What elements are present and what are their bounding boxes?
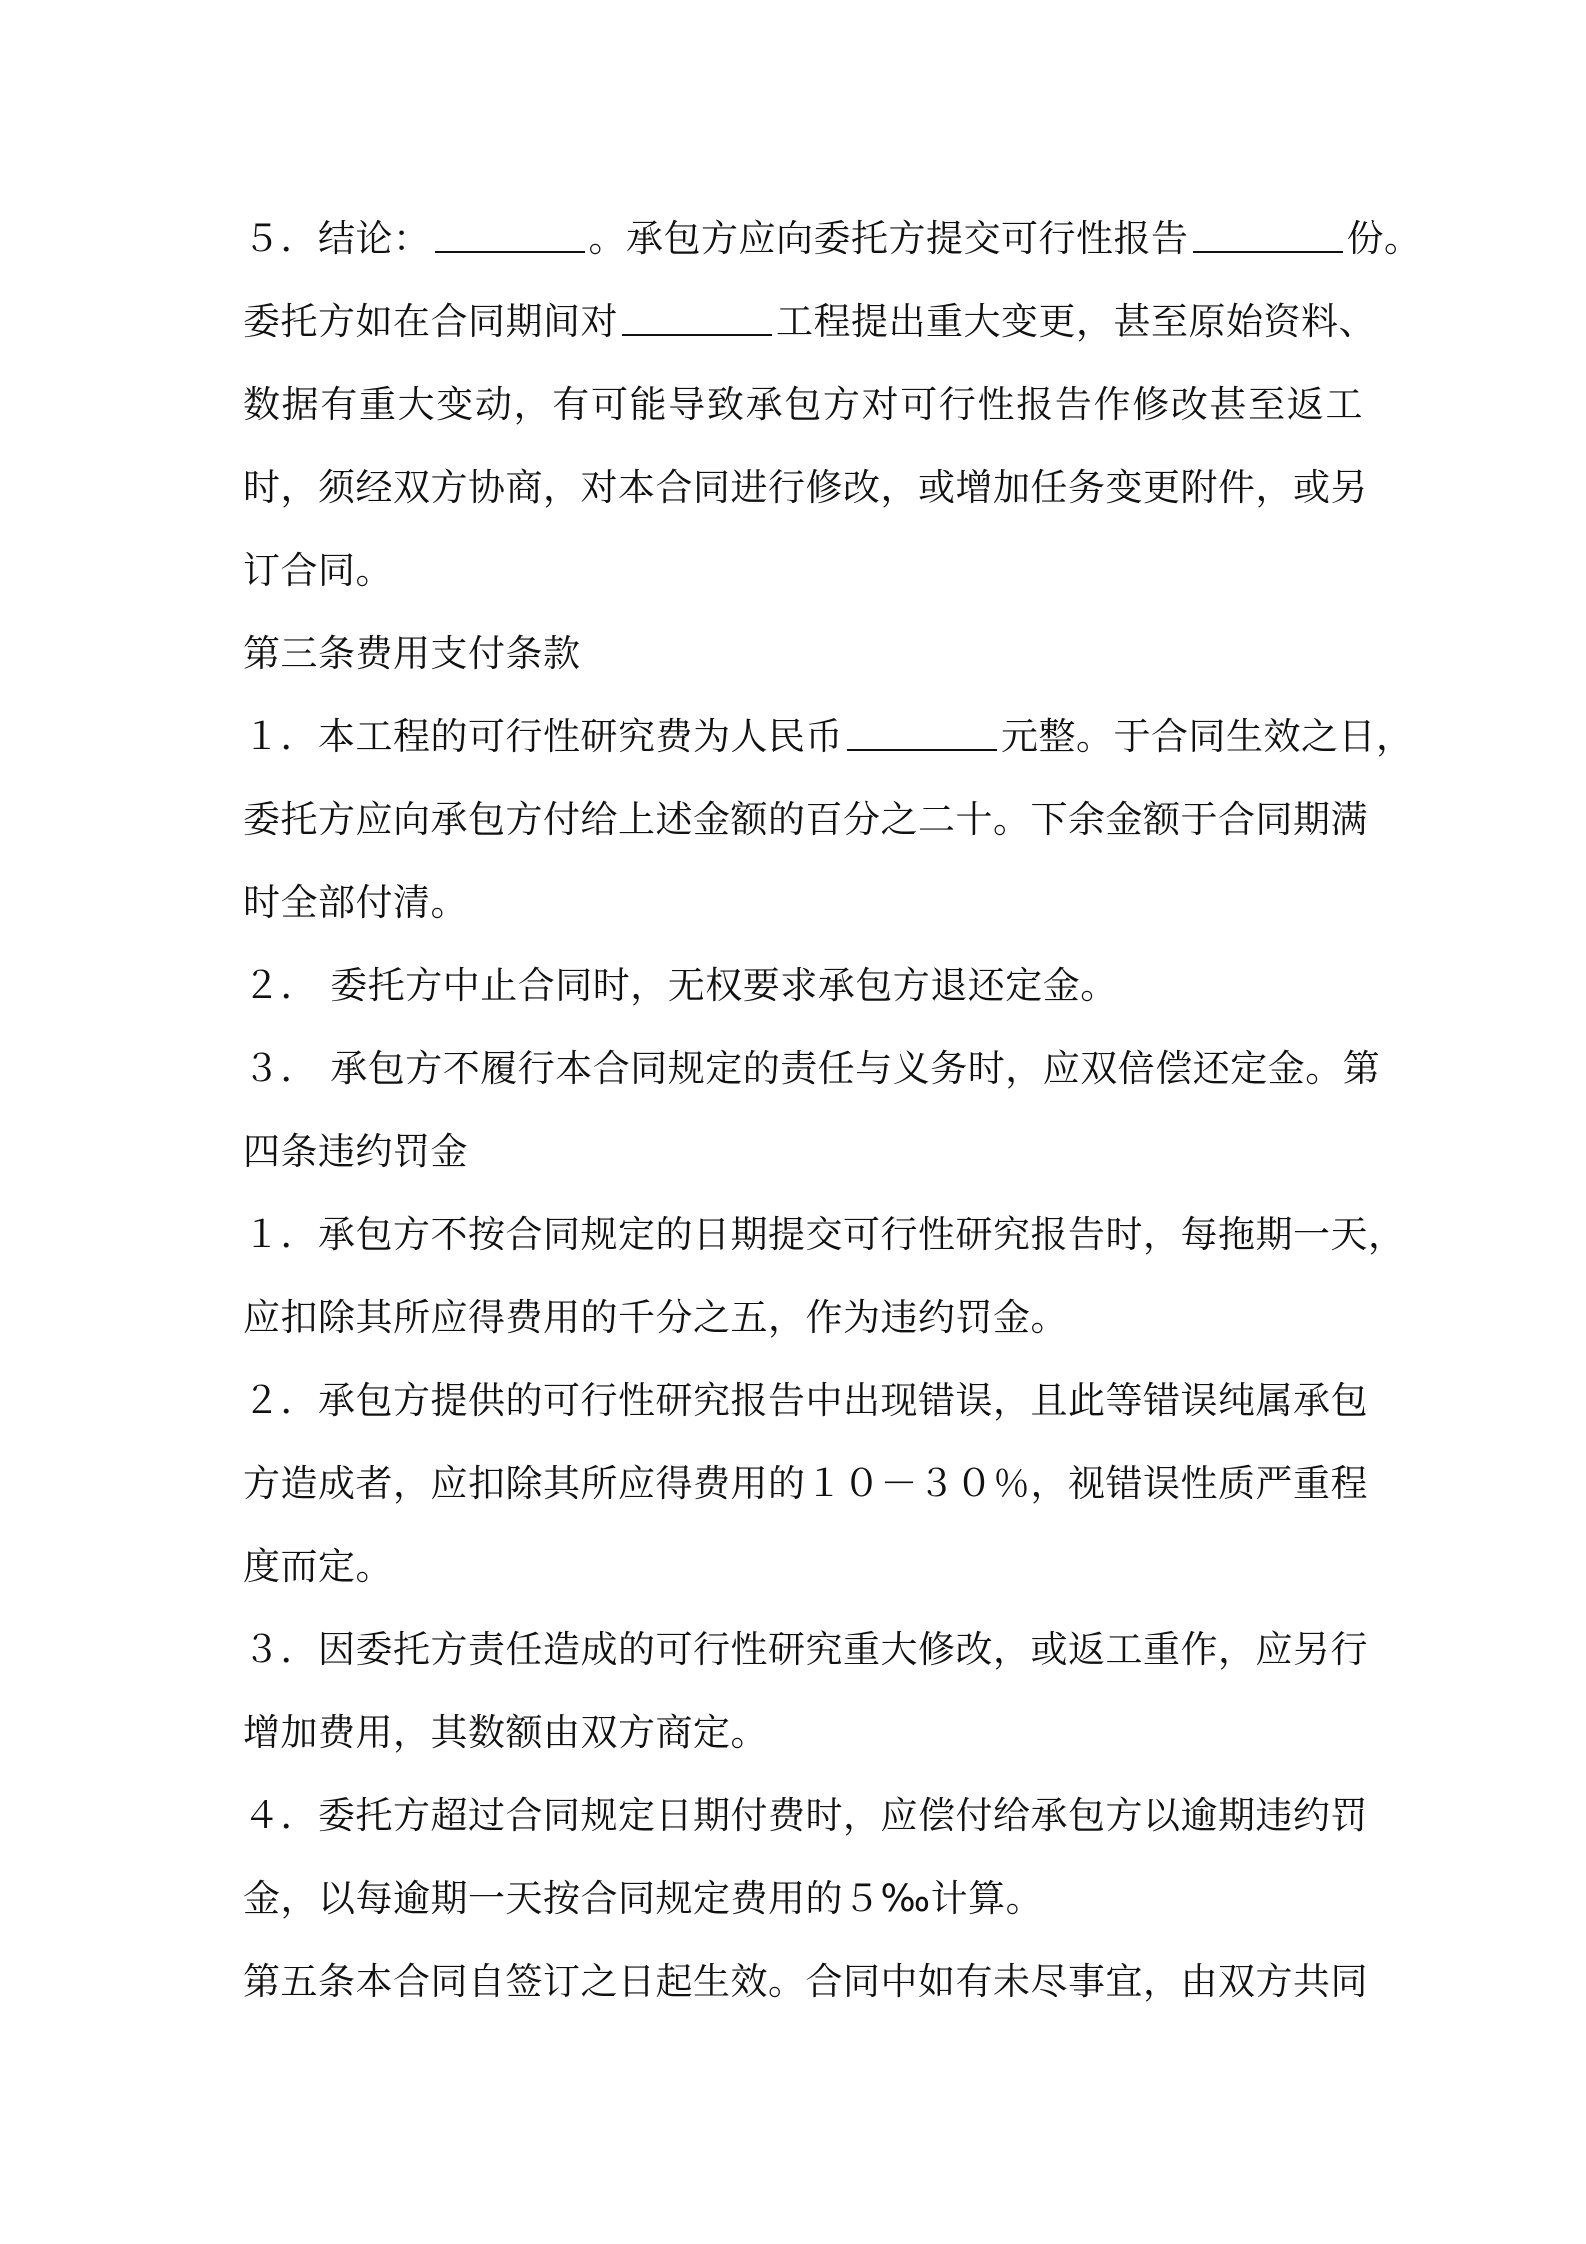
- text-line-14: [243, 1276, 1363, 1359]
- text-line-5: [243, 529, 1363, 612]
- text-segment: 委托方如在合同期间对: [243, 300, 618, 343]
- text-segment: 时，须经双方协商，对本合同进行修改，或增加任务变更附件，或另: [243, 466, 1368, 509]
- text-segment: 元整。于合同生效之日，: [1001, 715, 1414, 758]
- text-segment: 数据有重大变动，有可能导致承包方对可行性报告作修改甚至返工: [243, 383, 1363, 426]
- text-line-13: [243, 1193, 1406, 1276]
- text-line-8: [243, 778, 1368, 861]
- section-heading-article-4: [243, 1110, 1363, 1193]
- text-segment: 增加费用，其数额由双方商定。: [243, 1711, 768, 1754]
- text-segment: ５．结论：: [243, 217, 431, 260]
- text-segment: ４．委托方超过合同规定日期付费时，应偿付给承包方以逾期违约罚: [243, 1794, 1368, 1837]
- text-line-10: [243, 944, 1363, 1027]
- text-segment: 第五条本合同自签订之日起生效。合同中如有未尽事宜，由双方共同: [243, 1960, 1368, 2003]
- text-segment: 应扣除其所应得费用的千分之五，作为违约罚金。: [243, 1296, 1068, 1339]
- text-segment: ２． 委托方中止合同时，无权要求承包方退还定金。: [243, 964, 1118, 1007]
- text-segment: 第三条费用支付条款: [243, 632, 581, 675]
- text-line-2: [243, 280, 1376, 363]
- text-segment: 订合同。: [243, 549, 393, 592]
- text-segment: ３． 承包方不履行本合同规定的责任与义务时，应双倍偿还定金。第: [243, 1047, 1381, 1090]
- section-heading-article-3: [243, 612, 1363, 695]
- text-segment: 委托方应向承包方付给上述金额的百分之二十。下余金额于合同期满: [243, 798, 1368, 841]
- text-line-4: [243, 446, 1368, 529]
- contract-page: [243, 197, 1422, 2023]
- text-line-21: [243, 1857, 1363, 1940]
- text-segment: １．承包方不按合同规定的日期提交可行性研究报告时，每拖期一天，: [243, 1213, 1406, 1256]
- fill-in-blank: [622, 304, 772, 336]
- text-segment: 方造成者，应扣除其所应得费用的１０－３０％，视错误性质严重程: [243, 1462, 1368, 1505]
- text-segment: 度而定。: [243, 1545, 393, 1588]
- text-line-7: [243, 695, 1414, 778]
- section-heading-article-5: [243, 1940, 1368, 2023]
- text-line-11: [243, 1027, 1381, 1110]
- text-line-15: [243, 1359, 1368, 1442]
- text-line-9: [243, 861, 1363, 944]
- text-line-3: [243, 363, 1363, 446]
- text-segment: １．本工程的可行性研究费为人民币: [243, 715, 843, 758]
- fill-in-blank: [435, 221, 585, 253]
- text-segment: 金，以每逾期一天按合同规定费用的５‰计算。: [243, 1877, 1044, 1920]
- text-segment: 四条违约罚金: [243, 1130, 468, 1173]
- text-segment: 份。: [1346, 217, 1422, 260]
- text-segment: 时全部付清。: [243, 881, 468, 924]
- text-line-17: [243, 1525, 1363, 1608]
- text-segment: ２．承包方提供的可行性研究报告中出现错误，且此等错误纯属承包: [243, 1379, 1368, 1422]
- fill-in-blank: [1193, 221, 1343, 253]
- text-line-16: [243, 1442, 1368, 1525]
- text-segment: 。承包方应向委托方提交可行性报告: [588, 217, 1189, 260]
- text-line-1: [243, 197, 1422, 280]
- text-segment: 工程提出重大变更，甚至原始资料、: [776, 300, 1376, 343]
- text-line-18: [243, 1608, 1368, 1691]
- fill-in-blank: [847, 719, 997, 751]
- text-segment: ３．因委托方责任造成的可行性研究重大修改，或返工重作，应另行: [243, 1628, 1368, 1671]
- text-line-20: [243, 1774, 1368, 1857]
- text-line-19: [243, 1691, 1363, 1774]
